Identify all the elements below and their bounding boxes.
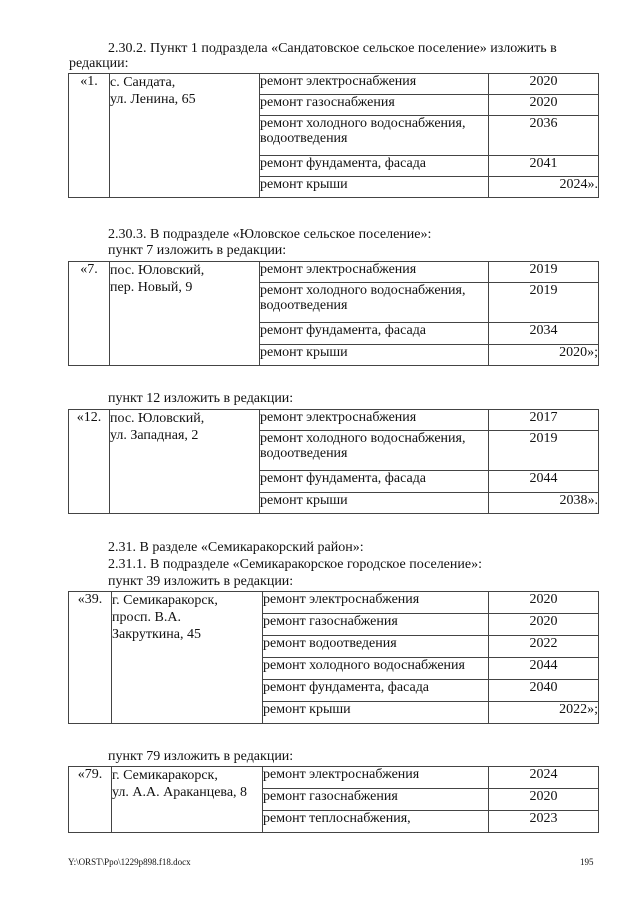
- year-cell: 2023: [489, 811, 599, 833]
- year-cell: 2020: [489, 74, 599, 95]
- work-cell: ремонт газоснабжения: [263, 614, 489, 636]
- item-number: «7.: [69, 262, 110, 366]
- work-cell: ремонт теплоснабжения,: [263, 811, 489, 833]
- address-text: г. Семикаракорск, ул. А.А. Араканцева, 8: [112, 768, 248, 800]
- section-heading: пункт 79 изложить в редакции:: [108, 749, 294, 764]
- work-text: ремонт холодного водоснабжения, водоотведения: [260, 431, 466, 461]
- work-cell: ремонт водоотведения: [263, 636, 489, 658]
- item-address: [110, 74, 260, 198]
- section-heading: пункт 7 изложить в редакции:: [108, 243, 287, 258]
- section-heading: 2.30.2. Пункт 1 подраздела «Сандатовское сельское поселение» изложить в: [108, 41, 557, 56]
- year-cell: 2038».: [489, 493, 599, 514]
- repair-table: [68, 591, 599, 724]
- year-cell: 2020: [489, 789, 599, 811]
- year-cell: 2019: [489, 283, 599, 323]
- item-address: [110, 410, 260, 514]
- year-cell: 2044: [489, 471, 599, 493]
- item-number: «79.: [69, 767, 112, 833]
- work-cell: [260, 283, 489, 323]
- work-cell: ремонт электроснабжения: [260, 410, 489, 431]
- work-cell: ремонт крыши: [260, 177, 489, 198]
- work-cell: ремонт холодного водоснабжения: [263, 658, 489, 680]
- year-cell: 2020: [489, 614, 599, 636]
- address-text: пос. Юловский, ул. Западная, 2: [110, 411, 205, 443]
- section-heading: пункт 12 изложить в редакции:: [108, 391, 294, 406]
- year-cell: 2020»;: [489, 345, 599, 366]
- work-text: ремонт холодного водоснабжения, водоотведения: [260, 116, 466, 146]
- section-heading: 2.30.3. В подразделе «Юловское сельское поселение»:: [108, 227, 432, 242]
- work-cell: ремонт крыши: [260, 345, 489, 366]
- item-number: «12.: [69, 410, 110, 514]
- year-cell: 2040: [489, 680, 599, 702]
- repair-table: [68, 73, 599, 198]
- work-cell: [260, 116, 489, 156]
- footer-file-path: Y:\ORST\Ppo\1229p898.f18.docx: [68, 857, 191, 867]
- year-cell: 2017: [489, 410, 599, 431]
- address-text: пос. Юловский, пер. Новый, 9: [110, 263, 205, 295]
- address-text: г. Семикаракорск, просп. В.А. Закруткина, 45: [112, 593, 218, 642]
- year-cell: 2020: [489, 95, 599, 116]
- work-text: ремонт холодного водоснабжения, водоотведения: [260, 283, 466, 313]
- address-text: с. Сандата, ул. Ленина, 65: [110, 75, 196, 107]
- repair-table: [68, 409, 599, 514]
- section-heading: 2.31. В разделе «Семикаракорский район»:: [108, 540, 364, 555]
- work-cell: ремонт газоснабжения: [260, 95, 489, 116]
- work-cell: [260, 431, 489, 471]
- year-cell: 2034: [489, 323, 599, 345]
- repair-table: [68, 766, 599, 833]
- year-cell: 2022»;: [489, 702, 599, 724]
- section-heading: редакции:: [69, 56, 129, 71]
- work-cell: ремонт электроснабжения: [263, 592, 489, 614]
- item-address: [110, 262, 260, 366]
- work-cell: ремонт фундамента, фасада: [260, 471, 489, 493]
- work-cell: ремонт электроснабжения: [260, 74, 489, 95]
- item-address: [112, 592, 263, 724]
- section-heading: пункт 39 изложить в редакции:: [108, 574, 294, 589]
- year-cell: 2024: [489, 767, 599, 789]
- year-cell: 2019: [489, 431, 599, 471]
- year-cell: 2024».: [489, 177, 599, 198]
- year-cell: 2022: [489, 636, 599, 658]
- section-heading: 2.31.1. В подразделе «Семикаракорское городское поселение»:: [108, 557, 482, 572]
- year-cell: 2041: [489, 156, 599, 177]
- footer-page-number: 195: [580, 857, 594, 867]
- item-number: «39.: [69, 592, 112, 724]
- year-cell: 2020: [489, 592, 599, 614]
- year-cell: 2036: [489, 116, 599, 156]
- work-cell: ремонт фундамента, фасада: [260, 323, 489, 345]
- year-cell: 2019: [489, 262, 599, 283]
- year-cell: 2044: [489, 658, 599, 680]
- work-cell: ремонт крыши: [260, 493, 489, 514]
- item-address: [112, 767, 263, 833]
- work-cell: ремонт крыши: [263, 702, 489, 724]
- work-cell: ремонт электроснабжения: [260, 262, 489, 283]
- repair-table: [68, 261, 599, 366]
- work-cell: ремонт фундамента, фасада: [260, 156, 489, 177]
- work-cell: ремонт фундамента, фасада: [263, 680, 489, 702]
- item-number: «1.: [69, 74, 110, 198]
- work-cell: ремонт газоснабжения: [263, 789, 489, 811]
- work-cell: ремонт электроснабжения: [263, 767, 489, 789]
